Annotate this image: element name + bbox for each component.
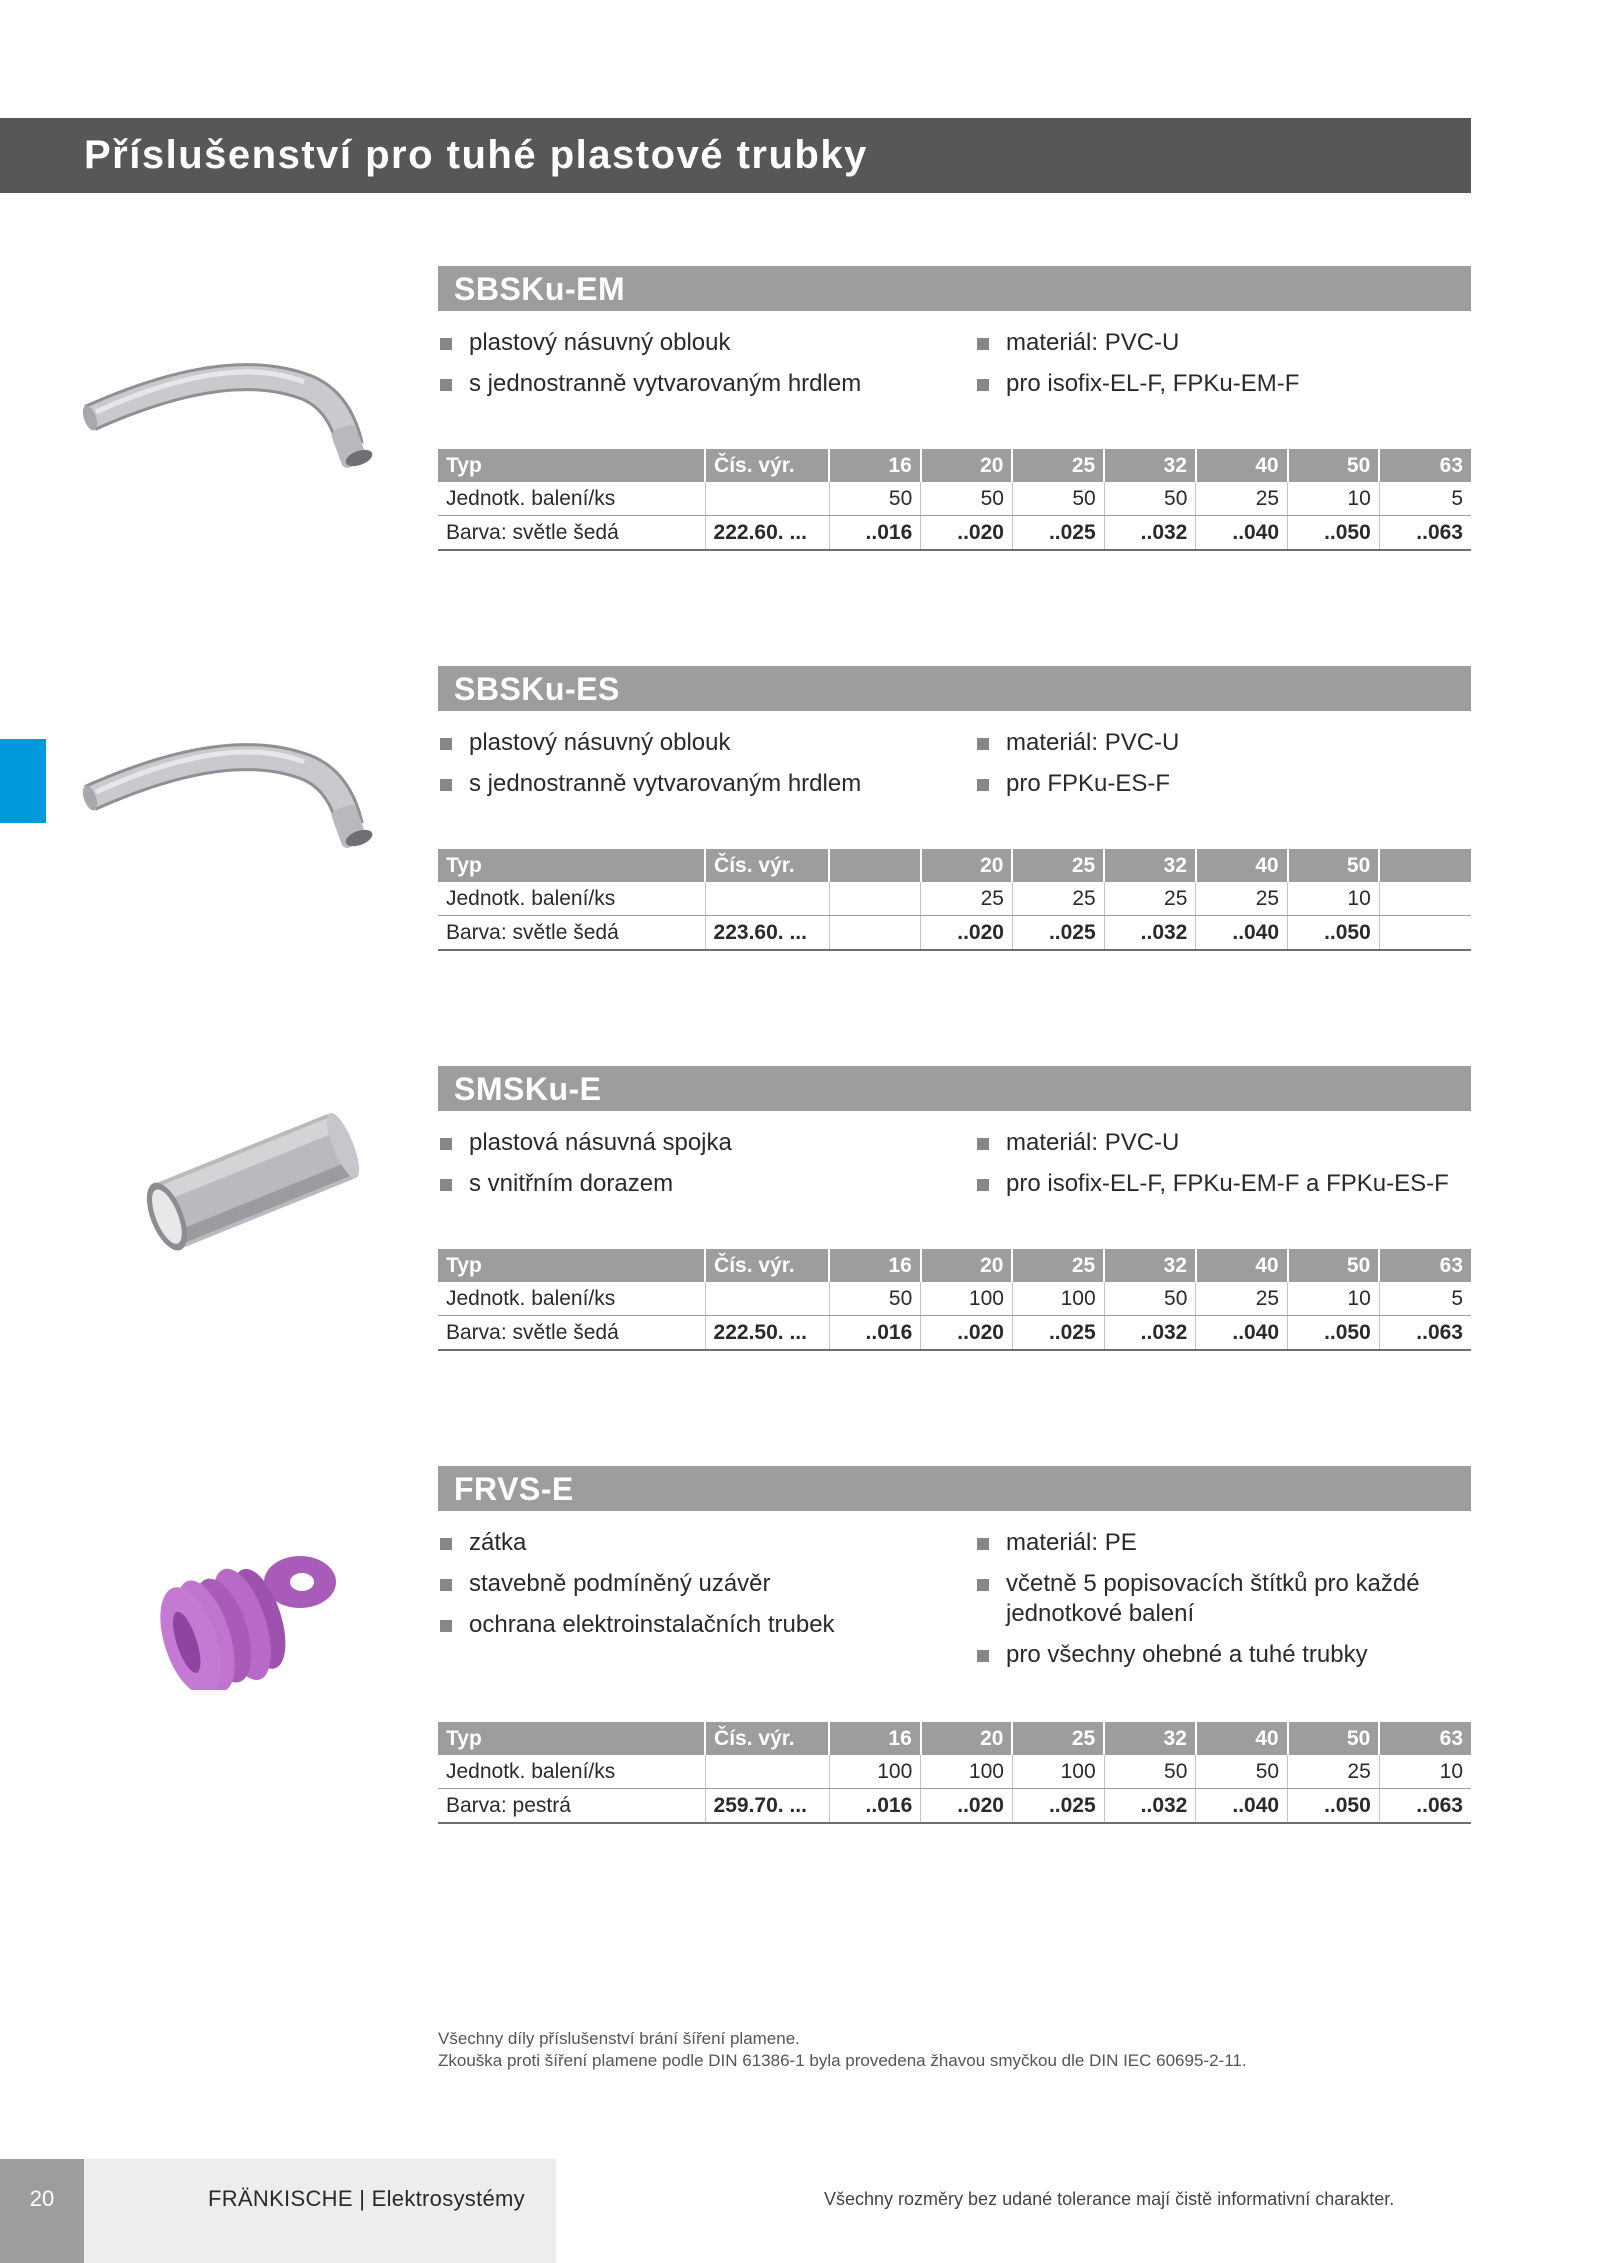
table-cell: ..040 (1196, 516, 1288, 551)
feature-item: zátka (438, 1528, 958, 1558)
header-cell: 20 (921, 1249, 1013, 1282)
header-cell: 40 (1196, 449, 1288, 482)
table-cell: 50 (1012, 482, 1104, 516)
table-cell (705, 482, 829, 516)
feature-item: pro FPKu-ES-F (975, 769, 1455, 799)
header-cell: 50 (1288, 1722, 1380, 1755)
table-cell: ..020 (921, 1316, 1013, 1351)
header-cell: 25 (1012, 449, 1104, 482)
section-title-bar (438, 1466, 1471, 1511)
table-cell: ..063 (1379, 516, 1471, 551)
elbow-bend-image (78, 726, 398, 856)
footnote: Zkouška proti šíření plamene podle DIN 61386-1 byla provedena žhavou smyčkou dle DIN IEC 60695-2-11. (438, 2051, 1247, 2070)
table-cell: 5 (1379, 482, 1471, 516)
table-cell: 222.50. ... (705, 1316, 829, 1351)
feature-item: materiál: PVC-U (975, 328, 1455, 358)
footnote: Všechny díly příslušenství brání šíření plamene. (438, 2029, 800, 2048)
header-cell: 32 (1104, 1249, 1196, 1282)
table-cell: 100 (1012, 1755, 1104, 1789)
feature-item: plastová násuvná spojka (438, 1128, 958, 1158)
section-title: SMSKu-E (454, 1071, 602, 1107)
table-cell: ..025 (1012, 916, 1104, 951)
elbow-bend-image (78, 346, 398, 476)
header-cell: 40 (1196, 849, 1288, 882)
page-header (0, 118, 1471, 193)
table-cell: ..063 (1379, 1316, 1471, 1351)
table-cell: 10 (1288, 882, 1380, 916)
table-cell: 100 (829, 1755, 921, 1789)
plug-cap-image (150, 1540, 350, 1690)
header-cell: 32 (1104, 1722, 1196, 1755)
table-cell: 100 (921, 1755, 1013, 1789)
footnotes (438, 2028, 1247, 2072)
section-title: SBSKu-EM (454, 271, 626, 307)
table-cell: ..025 (1012, 1789, 1104, 1824)
spec-table (438, 1249, 1471, 1351)
header-cell: Čís. výr. (705, 449, 829, 482)
section-title-bar (438, 1066, 1471, 1111)
table-cell: ..050 (1288, 1316, 1380, 1351)
table-row (438, 1282, 1471, 1316)
table-cell: Barva: pestrá (438, 1789, 705, 1824)
feature-item: včetně 5 popisovacích štítků pro každé jednotkové balení (975, 1569, 1455, 1629)
table-header-row (438, 449, 1471, 482)
feature-item: pro isofix-EL-F, FPKu-EM-F (975, 369, 1455, 399)
table-row (438, 516, 1471, 551)
header-cell: 32 (1104, 849, 1196, 882)
table-cell: 25 (1196, 882, 1288, 916)
section-title-bar (438, 266, 1471, 311)
feature-item: s jednostranně vytvarovaným hrdlem (438, 769, 958, 799)
table-cell: Barva: světle šedá (438, 1316, 705, 1351)
table-row (438, 1789, 1471, 1824)
table-cell: ..016 (829, 1789, 921, 1824)
table-cell (829, 882, 921, 916)
table-row (438, 1755, 1471, 1789)
table-cell (705, 1755, 829, 1789)
header-cell: 63 (1379, 449, 1471, 482)
chapter-tab (0, 739, 46, 823)
header-cell: 25 (1012, 1722, 1104, 1755)
feature-item: ochrana elektroinstalačních trubek (438, 1610, 958, 1640)
page-title: Příslušenství pro tuhé plastové trubky (84, 133, 868, 177)
header-cell: Typ (438, 449, 705, 482)
table-cell (829, 916, 921, 951)
table-header-row (438, 849, 1471, 882)
table-cell (1379, 916, 1471, 951)
table-cell: 5 (1379, 1282, 1471, 1316)
feature-item: s jednostranně vytvarovaným hrdlem (438, 369, 958, 399)
tolerance-note: Všechny rozměry bez udané tolerance mají čistě informativní charakter. (824, 2189, 1395, 2209)
table-cell: 10 (1379, 1755, 1471, 1789)
table-cell (1379, 882, 1471, 916)
header-cell: 20 (921, 1722, 1013, 1755)
table-cell: ..040 (1196, 1316, 1288, 1351)
header-cell: Čís. výr. (705, 1722, 829, 1755)
feature-list-right (975, 1128, 1455, 1210)
section-title: SBSKu-ES (454, 671, 620, 707)
page-number: 20 (29, 2186, 55, 2211)
feature-item: s vnitřním dorazem (438, 1169, 958, 1199)
table-cell: 100 (1012, 1282, 1104, 1316)
feature-item: pro všechny ohebné a tuhé trubky (975, 1640, 1455, 1670)
table-cell: 50 (829, 1282, 921, 1316)
header-cell (1379, 849, 1471, 882)
table-cell: 25 (1012, 882, 1104, 916)
spec-table (438, 849, 1471, 951)
header-cell: Typ (438, 849, 705, 882)
table-cell: 50 (1104, 1755, 1196, 1789)
header-cell: 63 (1379, 1249, 1471, 1282)
table-cell (705, 1282, 829, 1316)
feature-list-right (975, 328, 1455, 410)
header-cell: 63 (1379, 1722, 1471, 1755)
header-cell: 20 (921, 449, 1013, 482)
header-cell: 20 (921, 849, 1013, 882)
table-cell: Jednotk. balení/ks (438, 482, 705, 516)
feature-item: stavebně podmíněný uzávěr (438, 1569, 958, 1599)
table-cell: 222.60. ... (705, 516, 829, 551)
header-cell: 25 (1012, 849, 1104, 882)
table-cell: 25 (1196, 482, 1288, 516)
table-cell: ..020 (921, 916, 1013, 951)
feature-item: materiál: PE (975, 1528, 1455, 1558)
table-cell: 10 (1288, 482, 1380, 516)
table-cell: 25 (1104, 882, 1196, 916)
feature-list-left (438, 328, 958, 410)
table-header-row (438, 1722, 1471, 1755)
table-cell: ..050 (1288, 516, 1380, 551)
header-cell: 50 (1288, 849, 1380, 882)
section-title-bar (438, 666, 1471, 711)
feature-item: materiál: PVC-U (975, 728, 1455, 758)
table-cell: 10 (1288, 1282, 1380, 1316)
table-cell: ..040 (1196, 1789, 1288, 1824)
header-cell: Čís. výr. (705, 1249, 829, 1282)
table-cell: 223.60. ... (705, 916, 829, 951)
table-cell: Jednotk. balení/ks (438, 1282, 705, 1316)
table-cell: Jednotk. balení/ks (438, 1755, 705, 1789)
header-cell: 16 (829, 1722, 921, 1755)
feature-item: materiál: PVC-U (975, 1128, 1455, 1158)
table-row (438, 882, 1471, 916)
coupling-sleeve-image (140, 1106, 370, 1256)
header-cell: 40 (1196, 1249, 1288, 1282)
header-cell: 16 (829, 1249, 921, 1282)
header-cell: 25 (1012, 1249, 1104, 1282)
table-cell: ..032 (1104, 1316, 1196, 1351)
table-cell: 259.70. ... (705, 1789, 829, 1824)
header-cell (829, 849, 921, 882)
header-cell: Typ (438, 1249, 705, 1282)
header-cell: Čís. výr. (705, 849, 829, 882)
table-cell: ..025 (1012, 1316, 1104, 1351)
spec-table (438, 449, 1471, 551)
table-cell: Barva: světle šedá (438, 916, 705, 951)
table-cell: 50 (1196, 1755, 1288, 1789)
header-cell: 16 (829, 449, 921, 482)
table-header-row (438, 1249, 1471, 1282)
table-cell: ..040 (1196, 916, 1288, 951)
table-cell: ..063 (1379, 1789, 1471, 1824)
header-cell: Typ (438, 1722, 705, 1755)
feature-item: plastový násuvný oblouk (438, 728, 958, 758)
table-cell: 25 (1196, 1282, 1288, 1316)
header-cell: 50 (1288, 449, 1380, 482)
table-cell: ..020 (921, 1789, 1013, 1824)
table-cell: 25 (1288, 1755, 1380, 1789)
table-row (438, 482, 1471, 516)
table-cell: ..032 (1104, 1789, 1196, 1824)
table-cell: ..050 (1288, 1789, 1380, 1824)
table-cell: 50 (829, 482, 921, 516)
table-cell: 50 (1104, 1282, 1196, 1316)
feature-list-left (438, 1528, 958, 1651)
table-cell: Barva: světle šedá (438, 516, 705, 551)
table-cell: 50 (1104, 482, 1196, 516)
table-row (438, 1316, 1471, 1351)
page-footer (0, 2159, 1600, 2263)
table-cell (705, 882, 829, 916)
header-cell: 50 (1288, 1249, 1380, 1282)
table-cell: ..020 (921, 516, 1013, 551)
table-cell: 100 (921, 1282, 1013, 1316)
feature-item: plastový násuvný oblouk (438, 328, 958, 358)
brand-label: FRÄNKISCHE | Elektrosystémy (208, 2186, 525, 2211)
feature-item: pro isofix-EL-F, FPKu-EM-F a FPKu-ES-F (975, 1169, 1455, 1199)
table-cell: ..016 (829, 1316, 921, 1351)
table-row (438, 916, 1471, 951)
spec-table (438, 1722, 1471, 1824)
feature-list-left (438, 1128, 958, 1210)
feature-list-left (438, 728, 958, 810)
table-cell: 25 (921, 882, 1013, 916)
table-cell: ..032 (1104, 516, 1196, 551)
table-cell: ..050 (1288, 916, 1380, 951)
table-cell: ..032 (1104, 916, 1196, 951)
header-cell: 40 (1196, 1722, 1288, 1755)
table-cell: ..016 (829, 516, 921, 551)
feature-list-right (975, 728, 1455, 810)
table-cell: ..025 (1012, 516, 1104, 551)
table-cell: 50 (921, 482, 1013, 516)
table-cell: Jednotk. balení/ks (438, 882, 705, 916)
section-title: FRVS-E (454, 1471, 574, 1507)
feature-list-right (975, 1528, 1455, 1681)
header-cell: 32 (1104, 449, 1196, 482)
